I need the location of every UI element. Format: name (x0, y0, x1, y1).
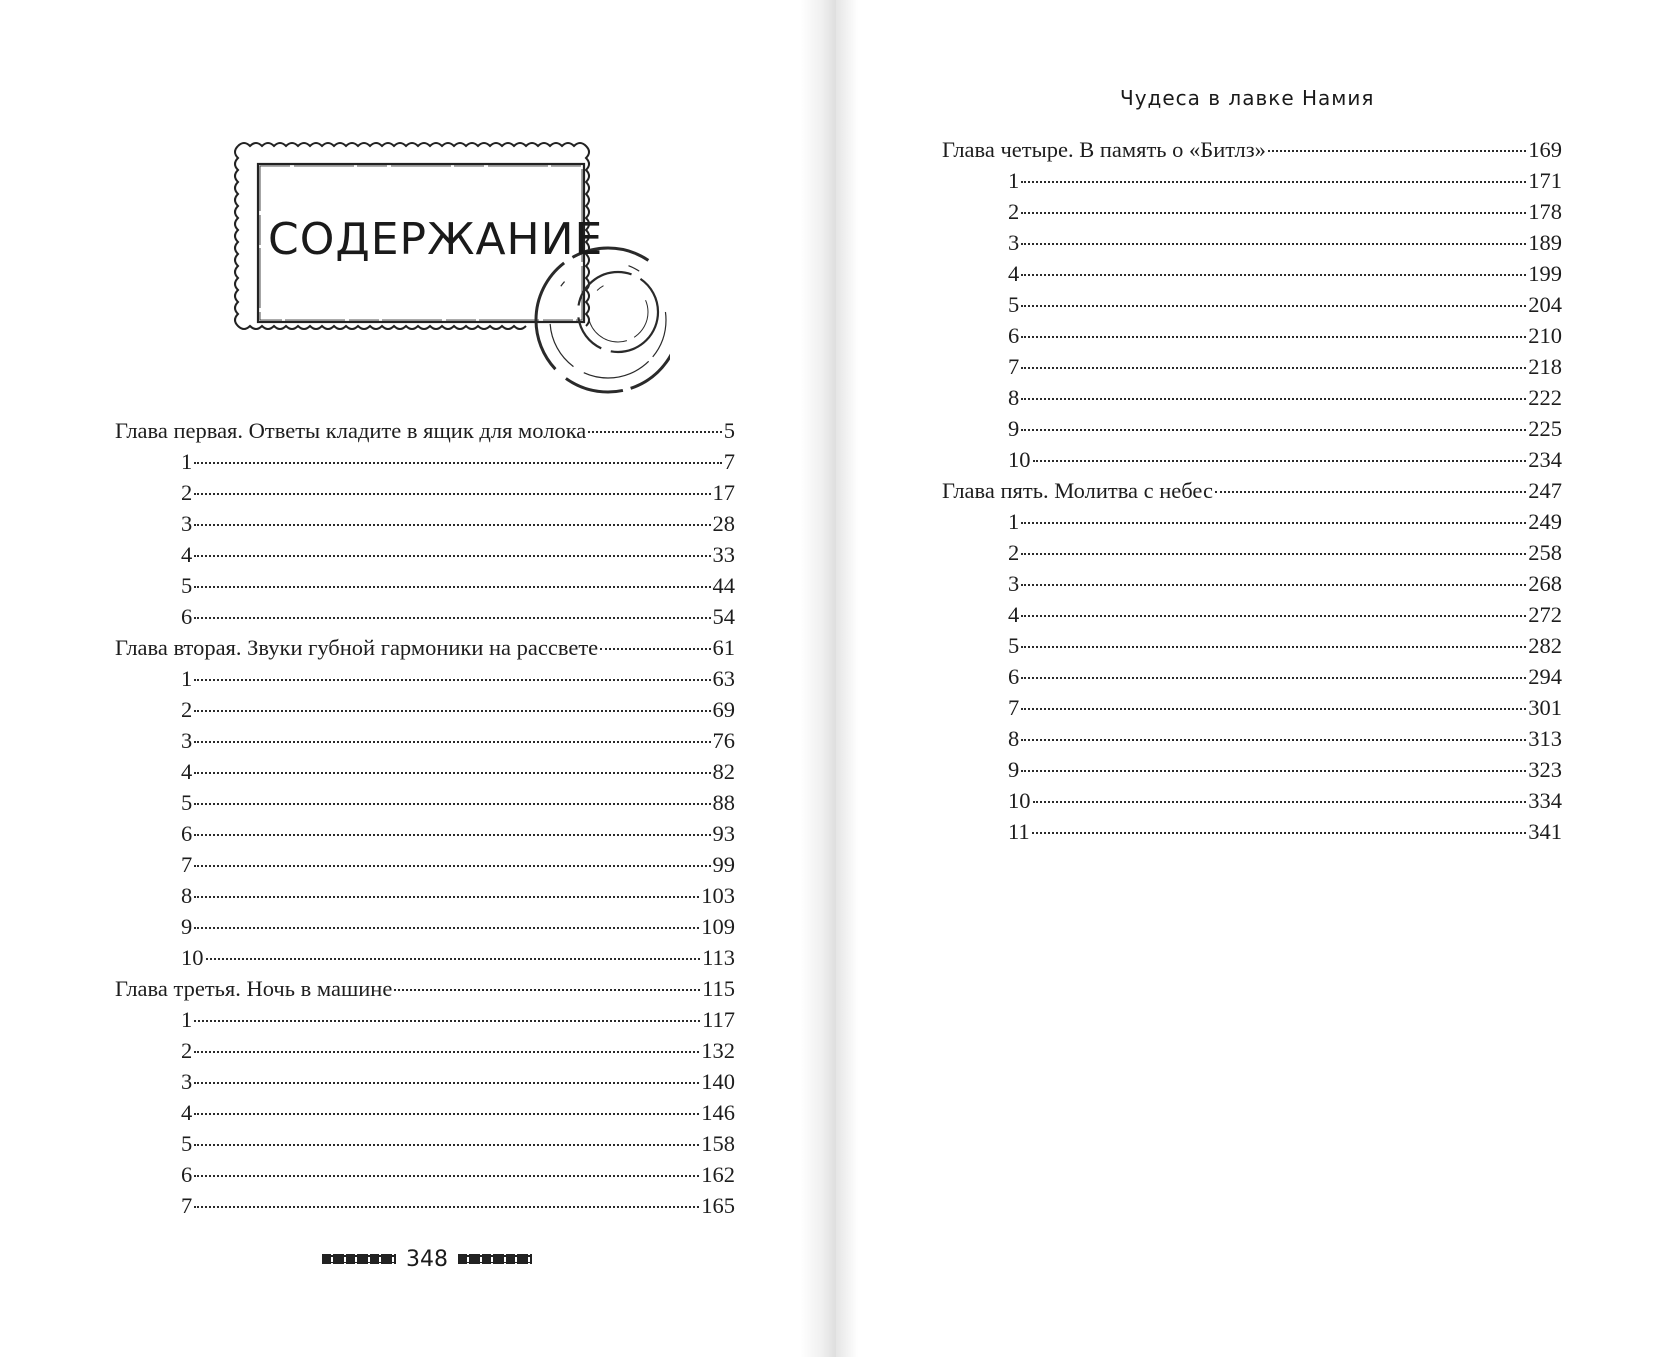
toc-leader-dots (1021, 429, 1526, 431)
toc-entry-page: 93 (712, 821, 735, 846)
toc-section-entry (115, 1035, 735, 1066)
toc-section-entry (115, 1004, 735, 1035)
toc-section-entry (942, 568, 1562, 599)
toc-leader-dots (600, 648, 710, 650)
toc-leader-dots (1021, 708, 1526, 710)
toc-section-entry (115, 601, 735, 632)
toc-entry-label: 1 (181, 449, 193, 474)
toc-section-entry (942, 258, 1562, 289)
toc-section-entry (942, 692, 1562, 723)
toc-entry-page: 158 (701, 1131, 735, 1156)
toc-entry-page: 44 (712, 573, 735, 598)
toc-leader-dots (194, 679, 710, 681)
toc-section-entry (115, 1159, 735, 1190)
toc-section-entry (942, 661, 1562, 692)
toc-entry-label: 10 (181, 945, 204, 970)
toc-leader-dots (194, 555, 710, 557)
toc-entry-label: 6 (1008, 664, 1020, 689)
toc-entry-label: Глава третья. Ночь в машине (115, 976, 393, 1001)
toc-entry-label: 1 (1008, 168, 1020, 193)
toc-section-entry (115, 694, 735, 725)
toc-entry-page: 113 (702, 945, 735, 970)
toc-entry-label: 9 (181, 914, 193, 939)
toc-entry-page: 169 (1528, 137, 1562, 162)
toc-leader-dots (1021, 584, 1526, 586)
toc-entry-page: 341 (1528, 819, 1562, 844)
toc-entry-label: 3 (1008, 230, 1020, 255)
toc-entry-label: 1 (181, 666, 193, 691)
toc-leader-dots (1215, 491, 1526, 493)
toc-entry-page: 140 (701, 1069, 735, 1094)
toc-section-entry (942, 196, 1562, 227)
toc-entry-label: 2 (1008, 540, 1020, 565)
toc-entry-page: 268 (1528, 571, 1562, 596)
toc-entry-page: 165 (701, 1193, 735, 1218)
toc-section-entry (115, 1066, 735, 1097)
toc-entry-label: 2 (181, 697, 193, 722)
toc-entry-label: 8 (181, 883, 193, 908)
page-number-footer (322, 1244, 532, 1274)
toc-leader-dots (194, 493, 710, 495)
toc-entry-label: 2 (1008, 199, 1020, 224)
toc-section-entry (115, 787, 735, 818)
toc-section-entry (942, 351, 1562, 382)
toc-leader-dots (194, 896, 699, 898)
toc-entry-label: 5 (1008, 292, 1020, 317)
toc-entry-page: 17 (712, 480, 735, 505)
toc-entry-label: 5 (181, 1131, 193, 1156)
toc-leader-dots (194, 803, 710, 805)
toc-section-entry (942, 320, 1562, 351)
toc-leader-dots (1021, 243, 1526, 245)
toc-entry-label: 6 (1008, 323, 1020, 348)
toc-entry-label: Глава четыре. В память о «Битлз» (942, 137, 1266, 162)
toc-entry-page: 234 (1528, 447, 1562, 472)
toc-entry-label: 7 (1008, 354, 1020, 379)
toc-entry-page: 99 (712, 852, 735, 877)
toc-entry-page: 132 (701, 1038, 735, 1063)
toc-entry-label: 1 (181, 1007, 193, 1032)
toc-leader-dots (194, 1113, 699, 1115)
toc-leader-dots (1268, 150, 1526, 152)
toc-entry-page: 199 (1528, 261, 1562, 286)
toc-section-entry (115, 477, 735, 508)
toc-entry-label: 1 (1008, 509, 1020, 534)
toc-entry-label: 3 (181, 728, 193, 753)
toc-leader-dots (1021, 553, 1526, 555)
toc-leader-dots (1021, 677, 1526, 679)
toc-section-entry (942, 785, 1562, 816)
toc-entry-label: 7 (1008, 695, 1020, 720)
toc-leader-dots (194, 710, 710, 712)
toc-entry-page: 247 (1528, 478, 1562, 503)
toc-leader-dots (194, 1051, 699, 1053)
toc-entry-page: 76 (712, 728, 735, 753)
toc-entry-page: 294 (1528, 664, 1562, 689)
toc-entry-page: 225 (1528, 416, 1562, 441)
toc-entry-page: 146 (701, 1100, 735, 1125)
toc-entry-page: 313 (1528, 726, 1562, 751)
toc-entry-label: 3 (181, 511, 193, 536)
toc-entry-label: 5 (1008, 633, 1020, 658)
toc-entry-label: 5 (181, 573, 193, 598)
toc-section-entry (942, 382, 1562, 413)
toc-entry-page: 282 (1528, 633, 1562, 658)
toc-chapter-entry (115, 415, 735, 446)
toc-entry-page: 28 (712, 511, 735, 536)
toc-leader-dots (194, 524, 710, 526)
toc-chapter-entry (942, 475, 1562, 506)
toc-entry-label: 10 (1008, 788, 1031, 813)
toc-leader-dots (394, 989, 700, 991)
toc-entry-page: 88 (712, 790, 735, 815)
toc-entry-label: Глава вторая. Звуки губной гармоники на рассвете (115, 635, 599, 660)
toc-section-entry (115, 725, 735, 756)
toc-list-left (115, 415, 735, 1221)
toc-leader-dots (194, 1082, 699, 1084)
toc-entry-page: 218 (1528, 354, 1562, 379)
toc-section-entry (942, 289, 1562, 320)
toc-entry-page: 334 (1528, 788, 1562, 813)
toc-entry-label: 11 (1008, 819, 1030, 844)
toc-entry-page: 178 (1528, 199, 1562, 224)
toc-entry-label: 7 (181, 1193, 193, 1218)
toc-entry-label: 10 (1008, 447, 1031, 472)
toc-leader-dots (1032, 832, 1527, 834)
toc-leader-dots (588, 431, 721, 433)
toc-leader-dots (1021, 367, 1526, 369)
toc-entry-label: 6 (181, 604, 193, 629)
page-number: 348 (406, 1246, 448, 1272)
toc-entry-label: 3 (181, 1069, 193, 1094)
toc-section-entry (942, 227, 1562, 258)
toc-leader-dots (194, 1144, 699, 1146)
postage-stamp-icon (230, 138, 670, 398)
toc-entry-page: 171 (1528, 168, 1562, 193)
toc-section-entry (942, 444, 1562, 475)
toc-leader-dots (194, 865, 710, 867)
contents-title: СОДЕРЖАНИЕ (268, 214, 604, 265)
toc-entry-page: 7 (723, 449, 735, 474)
toc-entry-page: 33 (712, 542, 735, 567)
toc-entry-page: 5 (723, 418, 735, 443)
toc-section-entry (115, 942, 735, 973)
toc-section-entry (942, 165, 1562, 196)
toc-leader-dots (1021, 274, 1526, 276)
toc-leader-dots (194, 1206, 699, 1208)
toc-entry-page: 249 (1528, 509, 1562, 534)
toc-section-entry (942, 723, 1562, 754)
toc-section-entry (115, 818, 735, 849)
toc-leader-dots (1021, 336, 1526, 338)
toc-entry-label: 7 (181, 852, 193, 877)
toc-section-entry (115, 446, 735, 477)
toc-entry-page: 222 (1528, 385, 1562, 410)
toc-leader-dots (194, 462, 722, 464)
toc-entry-page: 54 (712, 604, 735, 629)
toc-leader-dots (1033, 460, 1527, 462)
toc-entry-label: 6 (181, 1162, 193, 1187)
toc-entry-page: 210 (1528, 323, 1562, 348)
toc-section-entry (115, 1097, 735, 1128)
toc-entry-page: 204 (1528, 292, 1562, 317)
toc-entry-label: 5 (181, 790, 193, 815)
toc-leader-dots (1021, 739, 1526, 741)
toc-entry-label: 4 (1008, 602, 1020, 627)
toc-entry-label: 8 (1008, 385, 1020, 410)
toc-section-entry (942, 754, 1562, 785)
toc-entry-page: 162 (701, 1162, 735, 1187)
toc-entry-label: 3 (1008, 571, 1020, 596)
toc-leader-dots (194, 834, 710, 836)
toc-section-entry (115, 756, 735, 787)
toc-entry-page: 189 (1528, 230, 1562, 255)
toc-leader-dots (1021, 398, 1526, 400)
toc-chapter-entry (115, 632, 735, 663)
toc-leader-dots (1021, 615, 1526, 617)
toc-entry-label: 6 (181, 821, 193, 846)
toc-entry-page: 103 (701, 883, 735, 908)
toc-entry-page: 272 (1528, 602, 1562, 627)
running-head: Чудеса в лавке Намия (1120, 86, 1375, 110)
toc-section-entry (115, 570, 735, 601)
toc-entry-label: Глава пять. Молитва с небес (942, 478, 1213, 503)
toc-section-entry (115, 663, 735, 694)
toc-entry-label: 8 (1008, 726, 1020, 751)
toc-entry-page: 258 (1528, 540, 1562, 565)
toc-entry-page: 117 (702, 1007, 735, 1032)
toc-section-entry (942, 816, 1562, 847)
toc-leader-dots (194, 617, 710, 619)
toc-entry-label: Глава первая. Ответы кладите в ящик для молока (115, 418, 587, 443)
toc-entry-label: 4 (181, 759, 193, 784)
toc-leader-dots (1033, 801, 1527, 803)
toc-leader-dots (1021, 212, 1526, 214)
toc-entry-page: 63 (712, 666, 735, 691)
toc-chapter-entry (115, 973, 735, 1004)
toc-entry-page: 61 (712, 635, 735, 660)
toc-section-entry (115, 539, 735, 570)
toc-leader-dots (194, 741, 710, 743)
toc-section-entry (115, 880, 735, 911)
toc-entry-page: 323 (1528, 757, 1562, 782)
toc-leader-dots (194, 1020, 700, 1022)
toc-section-entry (115, 849, 735, 880)
toc-leader-dots (1021, 646, 1526, 648)
toc-section-entry (115, 1128, 735, 1159)
toc-leader-dots (194, 927, 699, 929)
toc-section-entry (942, 630, 1562, 661)
toc-leader-dots (194, 586, 710, 588)
toc-entry-page: 115 (702, 976, 735, 1001)
toc-leader-dots (1021, 305, 1526, 307)
toc-section-entry (115, 1190, 735, 1221)
toc-leader-dots (1021, 181, 1526, 183)
toc-section-entry (942, 599, 1562, 630)
toc-section-entry (115, 911, 735, 942)
toc-entry-label: 4 (1008, 261, 1020, 286)
folio-rule-right (458, 1254, 532, 1264)
toc-section-entry (942, 413, 1562, 444)
toc-section-entry (115, 508, 735, 539)
toc-leader-dots (1021, 522, 1526, 524)
toc-entry-page: 301 (1528, 695, 1562, 720)
toc-chapter-entry (942, 134, 1562, 165)
toc-entry-label: 9 (1008, 416, 1020, 441)
toc-section-entry (942, 537, 1562, 568)
folio-rule-left (322, 1254, 396, 1264)
toc-leader-dots (194, 1175, 699, 1177)
toc-entry-label: 4 (181, 1100, 193, 1125)
toc-entry-page: 82 (712, 759, 735, 784)
toc-section-entry (942, 506, 1562, 537)
toc-entry-label: 9 (1008, 757, 1020, 782)
toc-entry-label: 2 (181, 480, 193, 505)
toc-entry-page: 69 (712, 697, 735, 722)
toc-entry-page: 109 (701, 914, 735, 939)
toc-list-right (942, 134, 1562, 847)
toc-entry-label: 4 (181, 542, 193, 567)
toc-leader-dots (194, 772, 710, 774)
toc-entry-label: 2 (181, 1038, 193, 1063)
toc-leader-dots (1021, 770, 1526, 772)
toc-leader-dots (206, 958, 701, 960)
